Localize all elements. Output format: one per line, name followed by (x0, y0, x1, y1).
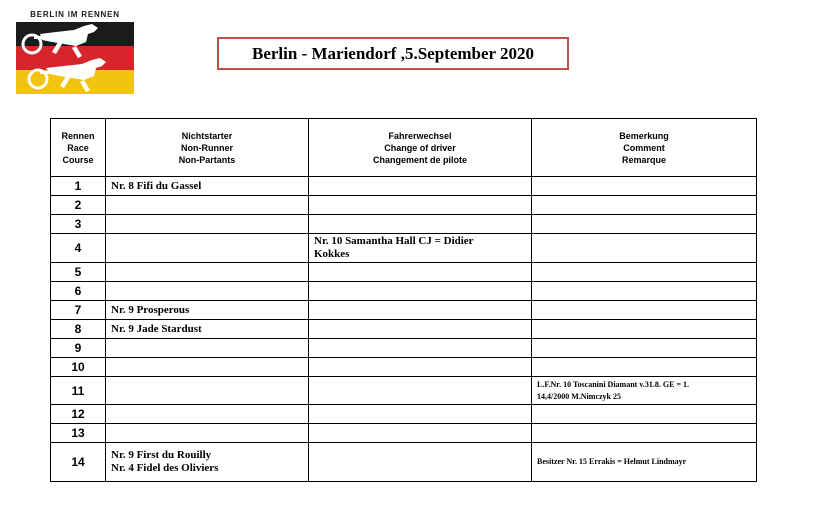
page-title: Berlin - Mariendorf ,5.September 2020 (251, 43, 535, 63)
non-runner-cell (106, 339, 309, 358)
header-non-runner: Nichtstarter Non-Runner Non-Partants (106, 119, 309, 177)
non-runner-cell (106, 443, 309, 482)
non-runner-cell-line: Nr. 9 First du Rouilly (111, 449, 212, 461)
non-runner-cell (106, 377, 309, 405)
race-number: 5 (51, 263, 106, 282)
non-runner-cell (106, 177, 309, 196)
remark-cell (532, 320, 757, 339)
driver-change-cell (309, 263, 532, 282)
race-number: 1 (51, 177, 106, 196)
driver-change-cell-line: Kokkes (314, 248, 350, 260)
non-runner-cell (106, 301, 309, 320)
driver-change-cell (309, 405, 532, 424)
table-row (51, 263, 757, 282)
driver-change-cell (309, 177, 532, 196)
remark-cell (532, 263, 757, 282)
race-number: 2 (51, 196, 106, 215)
non-runner-cell (106, 234, 309, 263)
table-row (51, 377, 757, 405)
race-number: 9 (51, 339, 106, 358)
driver-change-cell (309, 282, 532, 301)
race-number: 14 (51, 443, 106, 482)
non-runner-cell (106, 320, 309, 339)
header-race: Rennen Race Course (51, 119, 106, 177)
race-number: 13 (51, 424, 106, 443)
table-row (51, 405, 757, 424)
driver-change-cell (309, 443, 532, 482)
remark-cell (532, 339, 757, 358)
race-number: 10 (51, 358, 106, 377)
non-runner-cell (106, 358, 309, 377)
race-number: 8 (51, 320, 106, 339)
table-row (51, 358, 757, 377)
table-row (51, 177, 757, 196)
header-driver-change: Fahrerwechsel Change of driver Changement de pilote (309, 119, 532, 177)
table-row (51, 196, 757, 215)
non-runner-cell-line: Nr. 4 Fidel des Oliviers (111, 462, 219, 474)
driver-change-cell (309, 196, 532, 215)
race-changes-table (50, 118, 757, 482)
remark-cell (532, 301, 757, 320)
remark-cell-line: Besitzer Nr. 15 Errakis = Helmut Lindmayr (537, 457, 687, 466)
non-runner-cell (106, 196, 309, 215)
driver-change-cell (309, 234, 532, 263)
non-runner-cell (106, 263, 309, 282)
race-number: 6 (51, 282, 106, 301)
table-row (51, 424, 757, 443)
remark-cell (532, 424, 757, 443)
title-box (217, 37, 569, 70)
driver-change-cell-line: Nr. 10 Samantha Hall CJ = Didier (314, 235, 474, 247)
table-row (51, 215, 757, 234)
table-row (51, 443, 757, 482)
non-runner-cell (106, 215, 309, 234)
table-row (51, 339, 757, 358)
non-runner-cell-line: Nr. 8 Fifi du Gassel (111, 179, 202, 192)
logo-text: BERLIN IM RENNEN (30, 10, 120, 19)
remark-cell (532, 358, 757, 377)
remark-cell (532, 282, 757, 301)
race-number: 3 (51, 215, 106, 234)
driver-change-cell (309, 339, 532, 358)
driver-change-cell (309, 301, 532, 320)
non-runner-cell-line: Nr. 9 Jade Stardust (111, 322, 202, 335)
non-runner-cell (106, 405, 309, 424)
remark-cell (532, 177, 757, 196)
remark-cell (532, 196, 757, 215)
remark-cell (532, 443, 757, 482)
header-remark: Bemerkung Comment Remarque (532, 119, 757, 177)
header-row (51, 119, 757, 177)
race-number: 11 (51, 377, 106, 405)
race-number: 4 (51, 234, 106, 263)
remark-cell-line: 14,4/2000 M.Nimczyk 25 (537, 391, 621, 401)
race-number: 7 (51, 301, 106, 320)
driver-change-cell (309, 320, 532, 339)
logo (16, 10, 134, 94)
remark-cell-line: L.F.Nr. 10 Toscanini Diamant v.31.8. GE = 1. (537, 379, 689, 389)
remark-cell (532, 405, 757, 424)
remark-cell (532, 215, 757, 234)
trotting-horse-icon (16, 22, 134, 94)
remark-cell (532, 234, 757, 263)
non-runner-cell-line: Nr. 9 Prosperous (111, 303, 190, 316)
race-number: 12 (51, 405, 106, 424)
driver-change-cell (309, 424, 532, 443)
driver-change-cell (309, 377, 532, 405)
driver-change-cell (309, 215, 532, 234)
remark-cell (532, 377, 757, 405)
table-row (51, 301, 757, 320)
driver-change-cell (309, 358, 532, 377)
table-row (51, 320, 757, 339)
table-row (51, 234, 757, 263)
table-row (51, 282, 757, 301)
non-runner-cell (106, 424, 309, 443)
non-runner-cell (106, 282, 309, 301)
